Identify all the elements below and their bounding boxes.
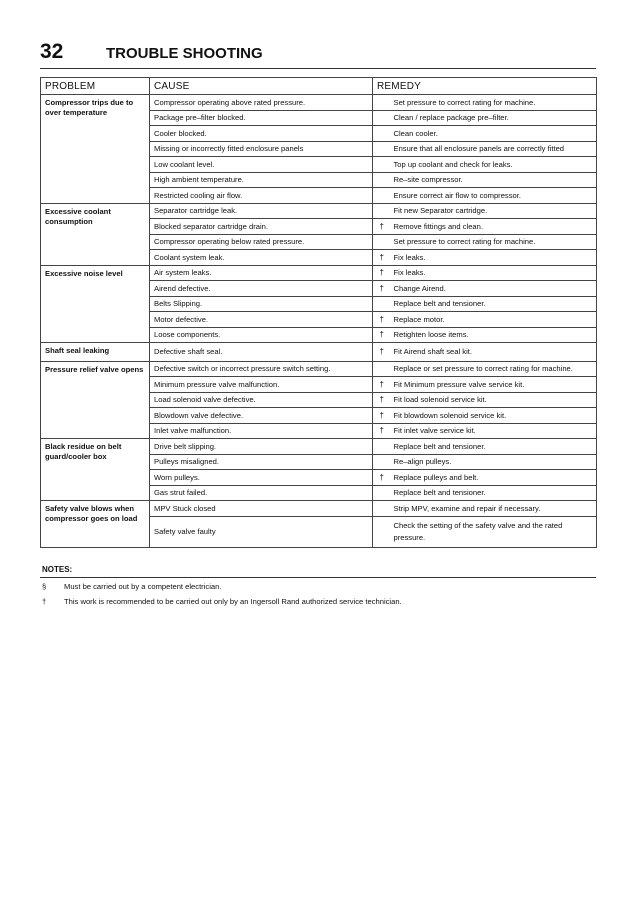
cause-cell: Package pre–filter blocked. <box>150 110 373 126</box>
cause-cell: Airend defective. <box>150 281 373 297</box>
remedy-cell: Replace belt and tensioner. <box>391 296 597 312</box>
technician-mark <box>373 234 391 250</box>
remedy-cell: Fit blowdown solenoid service kit. <box>391 408 597 424</box>
cause-cell: Defective switch or incorrect pressure switch setting. <box>150 361 373 377</box>
technician-mark: † <box>373 250 391 266</box>
technician-mark: † <box>373 281 391 297</box>
technician-mark <box>373 501 391 517</box>
problem-cell: Excessive noise level <box>41 265 150 343</box>
technician-mark <box>373 110 391 126</box>
remedy-cell: Re–align pulleys. <box>391 454 597 470</box>
page-header <box>40 40 596 68</box>
remedy-cell: Fit new Separator cartridge. <box>391 203 597 219</box>
remedy-cell: Strip MPV, examine and repair if necessary. <box>391 501 597 517</box>
table-body <box>41 95 597 548</box>
technician-mark: † <box>373 265 391 281</box>
remedy-cell: Replace or set pressure to correct rating for machine. <box>391 361 597 377</box>
problem-cell: Pressure relief valve opens <box>41 361 150 439</box>
table-row <box>41 265 597 281</box>
technician-mark <box>373 141 391 157</box>
remedy-cell: Ensure that all enclosure panels are correctly fitted <box>391 141 597 157</box>
table-header-row <box>41 78 597 95</box>
problem-cell: Black residue on belt guard/cooler box <box>41 439 150 501</box>
cause-cell: Drive belt slipping. <box>150 439 373 455</box>
remedy-cell: Remove fittings and clean. <box>391 219 597 235</box>
remedy-cell: Fit Minimum pressure valve service kit. <box>391 377 597 393</box>
cause-cell: Coolant system leak. <box>150 250 373 266</box>
remedy-cell: Ensure correct air flow to compressor. <box>391 188 597 204</box>
remedy-cell: Top up coolant and check for leaks. <box>391 157 597 173</box>
note-text: This work is recommended to be carried out only by an Ingersoll Rand authorized service technician. <box>64 597 402 606</box>
technician-mark: † <box>373 219 391 235</box>
cause-cell: Safety valve faulty <box>150 516 373 547</box>
page-title: TROUBLE SHOOTING <box>106 45 263 62</box>
remedy-cell: Fit inlet valve service kit. <box>391 423 597 439</box>
problem-cell: Safety valve blows when compressor goes on load <box>41 501 150 548</box>
header-rule <box>40 68 596 69</box>
cause-cell: MPV Stuck closed <box>150 501 373 517</box>
cause-cell: Restricted cooling air flow. <box>150 188 373 204</box>
notes-title: NOTES: <box>42 565 73 574</box>
cause-cell: Gas strut failed. <box>150 485 373 501</box>
remedy-cell: Check the setting of the safety valve and the rated pressure. <box>391 516 597 547</box>
table-row <box>41 501 597 517</box>
cause-cell: Low coolant level. <box>150 157 373 173</box>
technician-mark <box>373 126 391 142</box>
technician-mark <box>373 516 391 547</box>
technician-mark: † <box>373 470 391 486</box>
cause-cell: Cooler blocked. <box>150 126 373 142</box>
remedy-cell: Replace belt and tensioner. <box>391 485 597 501</box>
technician-mark <box>373 296 391 312</box>
remedy-column-header: REMEDY <box>373 78 597 95</box>
note-text: Must be carried out by a competent electrician. <box>64 582 222 591</box>
cause-cell: Air system leaks. <box>150 265 373 281</box>
technician-mark <box>373 188 391 204</box>
cause-cell: Belts Slipping. <box>150 296 373 312</box>
table-row <box>41 439 597 455</box>
remedy-cell: Replace belt and tensioner. <box>391 439 597 455</box>
cause-cell: Motor defective. <box>150 312 373 328</box>
technician-mark <box>373 157 391 173</box>
cause-cell: Compressor operating above rated pressure. <box>150 95 373 111</box>
cause-cell: Worn pulleys. <box>150 470 373 486</box>
technician-mark <box>373 485 391 501</box>
troubleshooting-table <box>40 77 597 548</box>
technician-mark <box>373 172 391 188</box>
technician-mark: † <box>373 343 391 362</box>
problem-cell: Shaft seal leaking <box>41 343 150 362</box>
remedy-cell: Fit load solenoid service kit. <box>391 392 597 408</box>
remedy-cell: Set pressure to correct rating for machine. <box>391 234 597 250</box>
page-number: 32 <box>40 40 64 63</box>
cause-cell: Compressor operating below rated pressure. <box>150 234 373 250</box>
technician-mark <box>373 95 391 111</box>
technician-mark: † <box>373 377 391 393</box>
cause-cell: Pulleys misaligned. <box>150 454 373 470</box>
note-symbol: † <box>42 597 47 606</box>
cause-cell: Defective shaft seal. <box>150 343 373 362</box>
cause-cell: Loose components. <box>150 327 373 343</box>
technician-mark: † <box>373 312 391 328</box>
note-item <box>42 597 402 606</box>
problem-cell: Excessive coolant consumption <box>41 203 150 265</box>
cause-cell: High ambient temperature. <box>150 172 373 188</box>
table-row <box>41 95 597 111</box>
cause-cell: Load solenoid valve defective. <box>150 392 373 408</box>
cause-cell: Inlet valve malfunction. <box>150 423 373 439</box>
remedy-cell: Clean cooler. <box>391 126 597 142</box>
remedy-cell: Fix leaks. <box>391 250 597 266</box>
technician-mark <box>373 203 391 219</box>
remedy-cell: Change Airend. <box>391 281 597 297</box>
cause-cell: Blowdown valve defective. <box>150 408 373 424</box>
remedy-cell: Retighten loose items. <box>391 327 597 343</box>
table-row <box>41 343 597 362</box>
remedy-cell: Fit Airend shaft seal kit. <box>391 343 597 362</box>
technician-mark: † <box>373 423 391 439</box>
technician-mark <box>373 439 391 455</box>
cause-cell: Missing or incorrectly fitted enclosure panels <box>150 141 373 157</box>
technician-mark: † <box>373 392 391 408</box>
cause-cell: Minimum pressure valve malfunction. <box>150 377 373 393</box>
technician-mark <box>373 454 391 470</box>
remedy-cell: Set pressure to correct rating for machine. <box>391 95 597 111</box>
remedy-cell: Fix leaks. <box>391 265 597 281</box>
problem-column-header: PROBLEM <box>41 78 150 95</box>
remedy-cell: Clean / replace package pre–filter. <box>391 110 597 126</box>
technician-mark: † <box>373 408 391 424</box>
cause-column-header: CAUSE <box>150 78 373 95</box>
technician-mark <box>373 361 391 377</box>
remedy-cell: Replace motor. <box>391 312 597 328</box>
technician-mark: † <box>373 327 391 343</box>
note-symbol: § <box>42 582 47 591</box>
remedy-cell: Re–site compressor. <box>391 172 597 188</box>
cause-cell: Separator cartridge leak. <box>150 203 373 219</box>
note-item <box>42 582 221 591</box>
remedy-cell: Replace pulleys and belt. <box>391 470 597 486</box>
problem-cell: Compressor trips due to over temperature <box>41 95 150 204</box>
table-row <box>41 203 597 219</box>
notes-rule <box>40 577 596 578</box>
table-row <box>41 361 597 377</box>
cause-cell: Blocked separator cartridge drain. <box>150 219 373 235</box>
